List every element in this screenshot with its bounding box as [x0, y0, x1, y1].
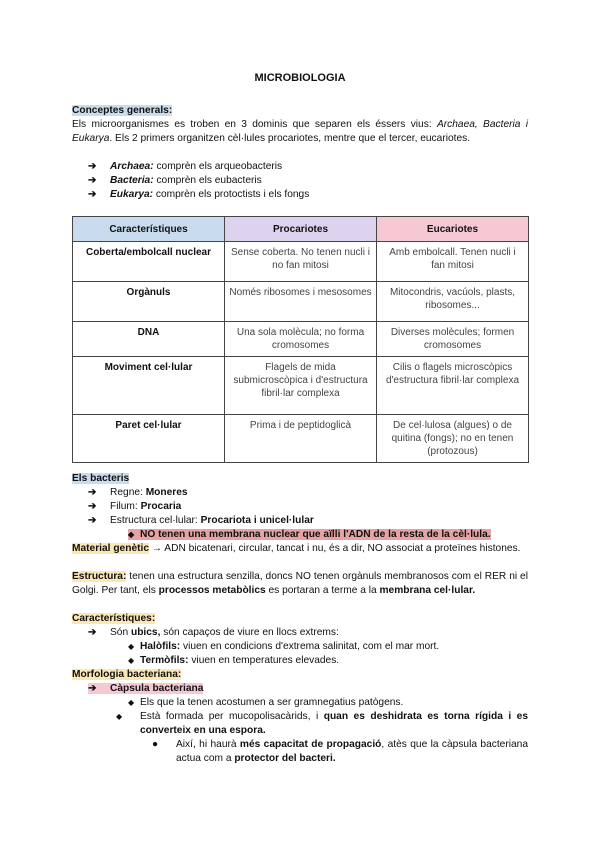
estructura-paragraph-label: Estructura:	[72, 571, 127, 582]
domain-list-item	[88, 188, 528, 202]
arrow-right-icon: ➔	[88, 501, 97, 512]
eucariotes-cell: Cilis o flagels microscòpics d'estructura fibril·lar complexa	[377, 357, 529, 415]
membrane-note-text: NO tenen una membrana nuclear que aïlli l'ADN de la resta de la cèl·lula.	[140, 529, 491, 540]
eucariotes-cell: Amb embolcall. Tenen nucli i fan mitosi	[377, 242, 529, 282]
capsula-heading	[88, 683, 203, 694]
halofils-label: Halòfils:	[140, 641, 181, 652]
table-row	[73, 242, 529, 282]
diamond-bullet-icon: ◆	[128, 530, 135, 539]
material-genetic-label: Material genètic	[72, 543, 149, 554]
procariotes-cell: Prima i de peptidoglicà	[225, 415, 377, 463]
filum-item	[88, 500, 528, 514]
estructura-item	[88, 514, 528, 528]
conceptes-intro	[72, 118, 528, 146]
capsula-text-3a: Així, hi haurà	[176, 739, 240, 750]
diamond-bullet-icon: ◆	[128, 656, 135, 665]
conceptes-heading: Conceptes generals:	[72, 105, 173, 116]
diamond-bullet-icon: ◆	[116, 712, 123, 721]
comparison-table	[72, 216, 529, 463]
capsula-bold-3b: protector del bacteri.	[234, 753, 336, 764]
table-row	[73, 357, 529, 415]
halofils-item	[128, 640, 528, 654]
membrane-note-item	[128, 528, 528, 542]
intro-text-2: . Els 2 primers organitzen cèl·lules procariotes, mentre que el tercer, eucariotes.	[109, 133, 471, 144]
estructura-paragraph	[72, 570, 528, 598]
feature-cell: DNA	[73, 322, 225, 357]
table-row	[73, 322, 529, 357]
domain-list-item	[88, 160, 528, 174]
column-header: Procariotes	[225, 217, 377, 242]
termofils-item	[128, 654, 528, 668]
intro-text-1: Els microorganismes es troben en 3 dominis que separen els éssers vius:	[72, 119, 437, 130]
eucariotes-cell: Mitocondris, vacúols, plasts, ribosomes...	[377, 282, 529, 322]
dot-bullet-icon: ●	[152, 739, 159, 750]
diamond-bullet-icon: ◆	[128, 698, 135, 707]
domain-text: comprèn els arqueobacteris	[153, 161, 283, 172]
termofils-label: Termòfils:	[140, 655, 189, 666]
feature-cell: Moviment cel·lular	[73, 357, 225, 415]
table-row	[73, 282, 529, 322]
material-genetic-text: → ADN bicatenari, circular, tancat i nu, és a dir, NO associat a proteïnes histones.	[149, 543, 521, 554]
capsula-bold-2: quan es deshidrata es torna rígida i es converteix en una espora.	[140, 711, 529, 736]
table-row	[73, 415, 529, 463]
eucariotes-cell: Diverses molècules; formen cromosomes	[377, 322, 529, 357]
arrow-right-icon: ➔	[88, 175, 97, 186]
procariotes-cell: Flagels de mida submicroscòpica i d'estructura fibril·lar complexa	[225, 357, 377, 415]
capsula-item	[128, 696, 528, 710]
diamond-bullet-icon: ◆	[128, 642, 135, 651]
domain-text: comprèn els eubacteris	[153, 175, 262, 186]
arrow-right-icon: ➔	[88, 161, 97, 172]
capsula-text-3b: , atès que la càpsula bacteriana actua com a	[176, 739, 528, 764]
procariotes-cell: Una sola molècula; no forma cromosomes	[225, 322, 377, 357]
membrane-note	[128, 529, 491, 540]
estructura-value: Procariota i unicel·lular	[200, 515, 314, 526]
regne-label: Regne:	[110, 487, 146, 498]
filum-value: Procaria	[140, 501, 182, 512]
column-header: Característiques	[73, 217, 225, 242]
halofils-text: viuen en condicions d'extrema salinitat, com el mar mort.	[180, 641, 440, 652]
feature-cell: Orgànuls	[73, 282, 225, 322]
capsula-heading-text: Càpsula bacteriana	[110, 683, 204, 694]
arrow-right-icon: ➔	[88, 189, 97, 200]
estructura-bold-1: processos metabòlics	[158, 585, 266, 596]
procariotes-cell: Només ribosomes i mesosomes	[225, 282, 377, 322]
regne-item	[88, 486, 528, 500]
table-header-row	[73, 217, 529, 242]
eucariotes-cell: De cel·lulosa (algues) o de quitina (fongs); no en tenen (protozous)	[377, 415, 529, 463]
estructura-text-2: es portaran a terme a la	[265, 585, 380, 596]
regne-value: Moneres	[145, 487, 188, 498]
intro-domains: Archaea, Bacteria i Eukarya	[72, 119, 528, 144]
domain-text: comprèn els protoctists i els fongs	[153, 189, 310, 200]
ubics-text: són capaços de viure en llocs extrems:	[160, 627, 339, 638]
ubics-item	[88, 626, 528, 640]
feature-cell: Coberta/embolcall nuclear	[73, 242, 225, 282]
filum-label: Filum:	[110, 501, 141, 512]
bacteris-heading: Els bacteris	[72, 473, 130, 484]
feature-cell: Paret cel·lular	[73, 415, 225, 463]
domain-name: Archaea:	[110, 161, 154, 172]
ubics-pre: Són	[110, 627, 131, 638]
capsula-text-1: Els que la tenen acostumen a ser gramnegatius patògens.	[140, 697, 404, 708]
capsula-text-2: Està formada per mucopolisacàrids, i	[140, 711, 324, 722]
estructura-text-1: tenen una estructura senzilla, doncs NO tenen orgànuls membranosos com el RER ni el Golgi. Per tant, els	[72, 571, 528, 596]
capsula-bold-3a: més capacitat de propagació	[239, 739, 382, 750]
bacteris-heading-line	[72, 472, 528, 486]
caracteristiques-heading-line	[72, 612, 528, 626]
capsula-item	[116, 710, 529, 738]
procariotes-cell: Sense coberta. No tenen nucli i no fan mitosi	[225, 242, 377, 282]
arrow-right-icon: ➔	[88, 627, 97, 638]
arrow-right-icon: ➔	[88, 683, 97, 694]
domain-list-item	[88, 174, 528, 188]
column-header: Eucariotes	[377, 217, 529, 242]
material-genetic-paragraph	[72, 542, 528, 556]
ubics-bold: ubics,	[130, 627, 161, 638]
domain-name: Eukarya:	[110, 189, 154, 200]
estructura-label: Estructura cel·lular:	[110, 515, 201, 526]
estructura-bold-2: membrana cel·lular.	[379, 585, 476, 596]
morfologia-heading: Morfologia bacteriana:	[72, 669, 182, 680]
arrow-right-icon: ➔	[88, 487, 97, 498]
caracteristiques-heading: Característiques:	[72, 613, 156, 624]
capsula-heading-line	[88, 682, 528, 696]
domain-name: Bacteria:	[110, 175, 154, 186]
termofils-text: viuen en temperatures elevades.	[188, 655, 340, 666]
page-title: MICROBIOLOGIA	[254, 72, 346, 84]
capsula-subitem	[152, 738, 528, 766]
arrow-right-icon: ➔	[88, 515, 97, 526]
conceptes-heading-line	[72, 104, 528, 118]
morfologia-heading-line	[72, 668, 528, 682]
